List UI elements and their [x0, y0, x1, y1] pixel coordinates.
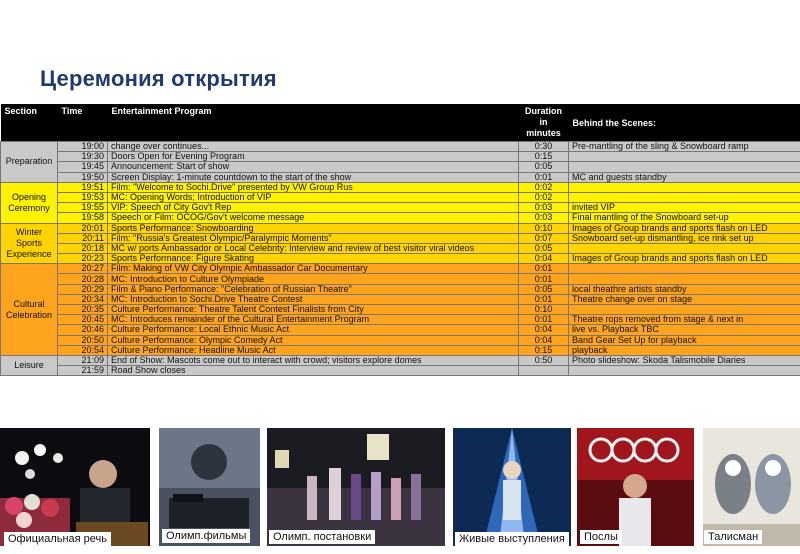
- duration-cell: 0:03: [519, 203, 569, 213]
- behind-cell: Images of Group brands and sports flash on LED: [569, 223, 800, 233]
- duration-cell: 0:15: [519, 152, 569, 162]
- behind-cell: [569, 152, 800, 162]
- behind-cell: [569, 192, 800, 202]
- program-cell: MC: Introduces remainder of the Cultural Entertainment Program: [108, 315, 519, 325]
- duration-cell: 0:30: [519, 142, 569, 152]
- program-cell: Culture Performance: Headline Music Act: [108, 345, 519, 355]
- time-cell: 20:46: [58, 325, 108, 335]
- behind-cell: Theatre rops removed from stage & next in: [569, 315, 800, 325]
- section-cell: Preparation: [1, 142, 58, 183]
- program-cell: Announcement: Start of show: [108, 162, 519, 172]
- time-cell: 19:51: [58, 182, 108, 192]
- behind-cell: Final mantling of the Snowboard set-up: [569, 213, 800, 223]
- program-cell: Sports Performance: Figure Skating: [108, 254, 519, 264]
- table-row: [1, 182, 800, 192]
- table-row: [1, 345, 800, 355]
- time-cell: 21:59: [58, 366, 108, 376]
- behind-cell: [569, 305, 800, 315]
- section-cell: Cultural Celebration: [1, 264, 58, 356]
- table-row: [1, 213, 800, 223]
- behind-cell: Photo slideshow: Skoda Talismobile Diaries: [569, 355, 800, 365]
- duration-cell: 0:50: [519, 355, 569, 365]
- duration-cell: 0:04: [519, 335, 569, 345]
- behind-cell: live vs. Playback TBC: [569, 325, 800, 335]
- table-row: [1, 152, 800, 162]
- duration-cell: 0:01: [519, 274, 569, 284]
- behind-cell: [569, 182, 800, 192]
- behind-cell: Theatre change over on stage: [569, 294, 800, 304]
- program-cell: Culture Performance: Local Ethnic Music Act: [108, 325, 519, 335]
- behind-cell: [569, 243, 800, 253]
- behind-cell: MC and guests standby: [569, 172, 800, 182]
- column-header-program: Entertainment Program: [108, 104, 519, 142]
- photo-caption: Талисман: [704, 530, 762, 544]
- behind-cell: Pre-mantling of the sling & Snowboard ramp: [569, 142, 800, 152]
- photo-caption: Послы: [580, 530, 622, 544]
- table-row: [1, 233, 800, 243]
- program-cell: Speech or Film: OCOG/Gov't welcome message: [108, 213, 519, 223]
- duration-cell: [519, 366, 569, 376]
- table-header-row: [1, 104, 800, 142]
- time-cell: 20:29: [58, 284, 108, 294]
- duration-cell: 0:05: [519, 162, 569, 172]
- table-row: [1, 192, 800, 202]
- column-header-section: Section: [1, 104, 58, 142]
- program-cell: Sports Performance: Snowboarding: [108, 223, 519, 233]
- duration-cell: 0:02: [519, 192, 569, 202]
- behind-cell: local theathre artists standby: [569, 284, 800, 294]
- behind-cell: Images of Group brands and sports flash on LED: [569, 254, 800, 264]
- behind-cell: [569, 366, 800, 376]
- time-cell: 20:23: [58, 254, 108, 264]
- duration-cell: 0:01: [519, 294, 569, 304]
- time-cell: 20:11: [58, 233, 108, 243]
- duration-cell: 0:05: [519, 243, 569, 253]
- time-cell: 20:18: [58, 243, 108, 253]
- table-row: [1, 274, 800, 284]
- section-cell: Opening Ceremony: [1, 182, 58, 223]
- time-cell: 19:53: [58, 192, 108, 202]
- program-cell: Film & Piano Performance: "Celebration of Russian Theatre": [108, 284, 519, 294]
- time-cell: 20:01: [58, 223, 108, 233]
- schedule-table: [0, 104, 800, 376]
- program-cell: Culture Performance: Theatre Talent Contest Finalists from City: [108, 305, 519, 315]
- behind-cell: Band Gear Set Up for playback: [569, 335, 800, 345]
- time-cell: 20:27: [58, 264, 108, 274]
- time-cell: 20:34: [58, 294, 108, 304]
- photo-olympic-performances: [267, 428, 445, 546]
- program-cell: Screen Display: 1-minute countdown to the start of the show: [108, 172, 519, 182]
- table-row: [1, 203, 800, 213]
- photo-official-speech: [0, 428, 150, 546]
- duration-cell: 0:02: [519, 182, 569, 192]
- photo-caption: Официальная речь: [4, 532, 111, 546]
- duration-cell: 0:10: [519, 223, 569, 233]
- table-row: [1, 172, 800, 182]
- program-cell: End of Show: Mascots come out to interact with crowd; visitors explore domes: [108, 355, 519, 365]
- photo-mascot: [703, 428, 800, 546]
- photo-caption: Олимп.фильмы: [162, 529, 250, 543]
- table-row: [1, 162, 800, 172]
- table-row: [1, 223, 800, 233]
- time-cell: 19:55: [58, 203, 108, 213]
- time-cell: 20:54: [58, 345, 108, 355]
- time-cell: 19:50: [58, 172, 108, 182]
- behind-cell: [569, 162, 800, 172]
- table-row: [1, 355, 800, 365]
- column-header-behind: Behind the Scenes:: [569, 104, 800, 142]
- time-cell: 20:28: [58, 274, 108, 284]
- duration-cell: 0:03: [519, 213, 569, 223]
- table-row: [1, 264, 800, 274]
- program-cell: change over continues...: [108, 142, 519, 152]
- table-row: [1, 325, 800, 335]
- program-cell: Film: Making of VW City Olympic Ambassador Car Documentary: [108, 264, 519, 274]
- table-row: [1, 254, 800, 264]
- table-row: [1, 142, 800, 152]
- behind-cell: playback: [569, 345, 800, 355]
- time-cell: 19:00: [58, 142, 108, 152]
- time-cell: 19:58: [58, 213, 108, 223]
- page-title: Церемония открытия: [40, 66, 277, 91]
- table-row: [1, 305, 800, 315]
- table-row: [1, 294, 800, 304]
- section-cell: Leisure: [1, 355, 58, 375]
- behind-cell: [569, 274, 800, 284]
- photo-caption: Живые выступления: [455, 532, 569, 546]
- duration-cell: 0:04: [519, 325, 569, 335]
- behind-cell: [569, 264, 800, 274]
- table-row: [1, 315, 800, 325]
- table-row: [1, 284, 800, 294]
- program-cell: MC: Opening Words; Introduction of VIP: [108, 192, 519, 202]
- program-cell: MC w/ ports Ambassador or Local Celebrity: Interview and review of best visitor viral videos: [108, 243, 519, 253]
- program-cell: VIP: Speech of City Gov't Rep: [108, 203, 519, 213]
- column-header-duration: Duration in minutes: [519, 104, 569, 142]
- program-cell: Film: "Russia's Greatest Olympic/Paralympic Moments": [108, 233, 519, 243]
- behind-cell: invited VIP: [569, 203, 800, 213]
- time-cell: 20:50: [58, 335, 108, 345]
- behind-cell: Snowboard set-up dismantling, ice rink set up: [569, 233, 800, 243]
- time-cell: 21:09: [58, 355, 108, 365]
- table-row: [1, 243, 800, 253]
- duration-cell: 0:10: [519, 305, 569, 315]
- duration-cell: 0:15: [519, 345, 569, 355]
- duration-cell: 0:01: [519, 172, 569, 182]
- time-cell: 20:45: [58, 315, 108, 325]
- duration-cell: 0:01: [519, 315, 569, 325]
- time-cell: 20:35: [58, 305, 108, 315]
- photo-ambassadors: [577, 428, 694, 546]
- duration-cell: 0:01: [519, 264, 569, 274]
- program-cell: MC: Introduction to Culture Olympiade: [108, 274, 519, 284]
- photo-caption: Олимп. постановки: [269, 530, 375, 544]
- program-cell: MC: Introduction to Sochi.Drive Theatre Contest: [108, 294, 519, 304]
- table-row: [1, 366, 800, 376]
- schedule-body: [1, 142, 800, 376]
- time-cell: 19:45: [58, 162, 108, 172]
- section-cell: Winter Sports Experience: [1, 223, 58, 264]
- photo-live-performances: [453, 428, 571, 546]
- duration-cell: 0:04: [519, 254, 569, 264]
- program-cell: Film: "Welcome to Sochi.Drive" presented by VW Group Rus: [108, 182, 519, 192]
- program-cell: Road Show closes: [108, 366, 519, 376]
- duration-cell: 0:05: [519, 284, 569, 294]
- program-cell: Culture Performance: Olympic Comedy Act: [108, 335, 519, 345]
- table-row: [1, 335, 800, 345]
- time-cell: 19:30: [58, 152, 108, 162]
- duration-cell: 0:07: [519, 233, 569, 243]
- program-cell: Doors Open for Evening Program: [108, 152, 519, 162]
- column-header-time: Time: [58, 104, 108, 142]
